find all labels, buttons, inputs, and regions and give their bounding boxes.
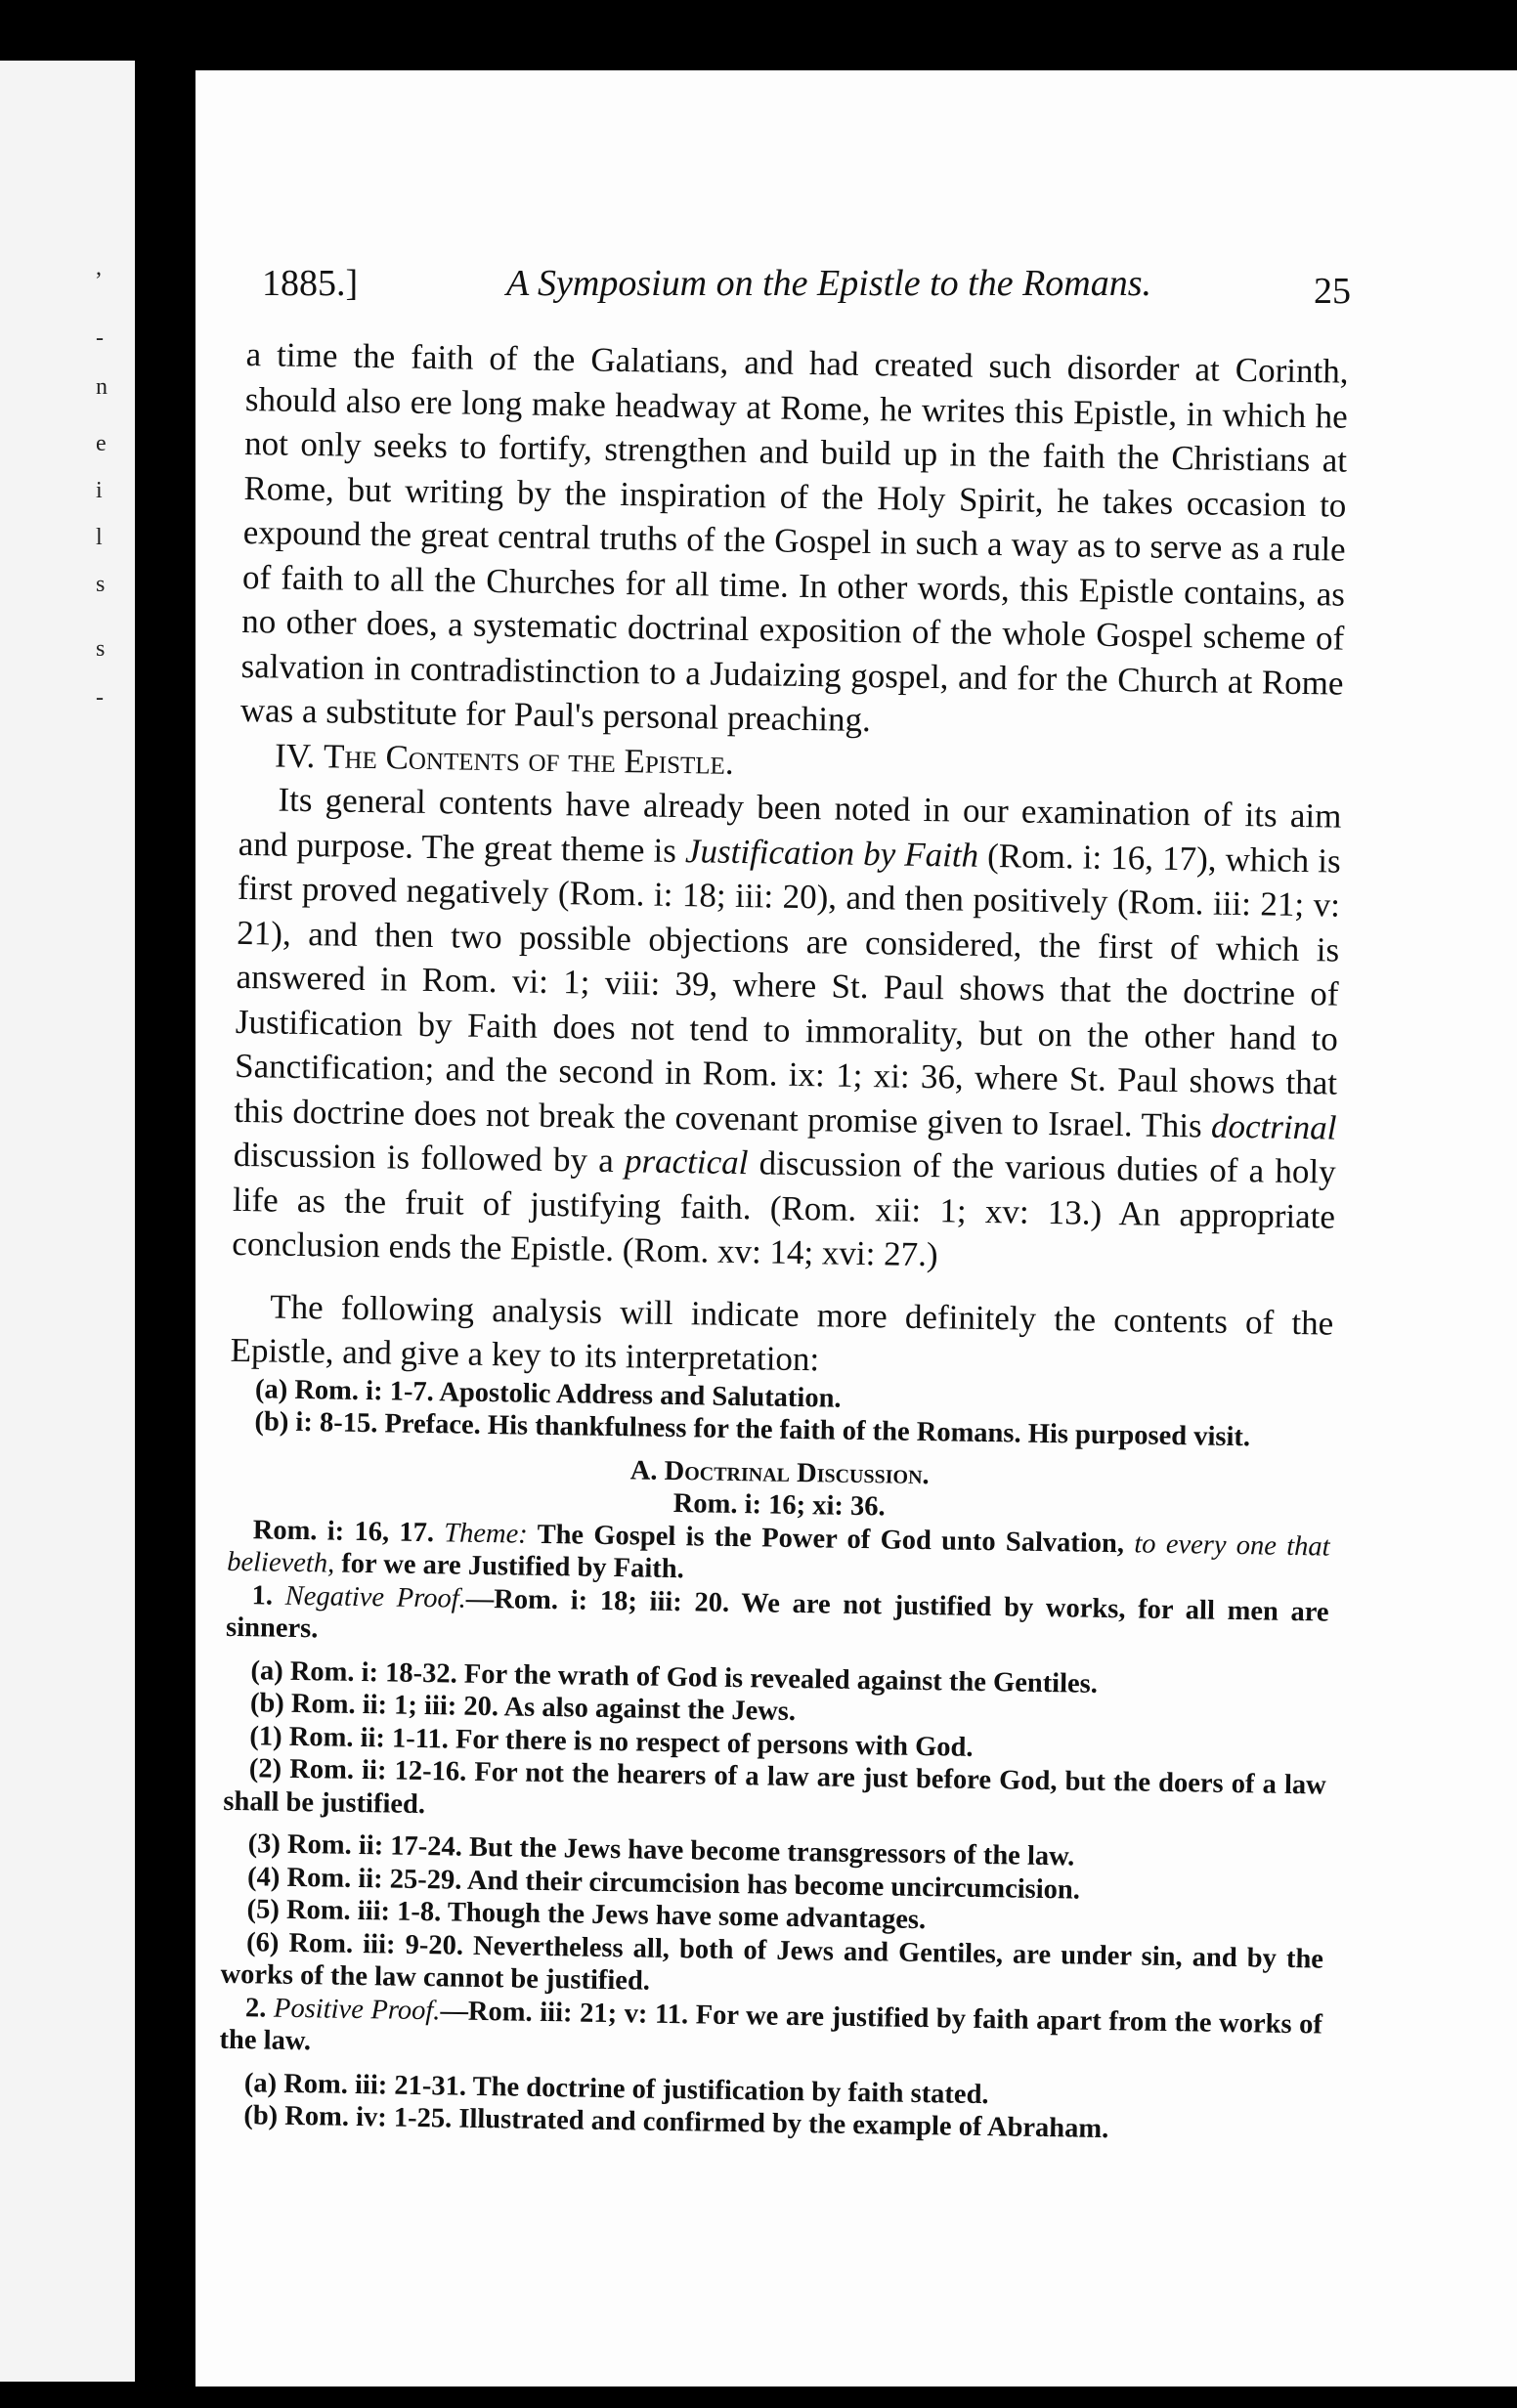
fringe-char: l (96, 525, 103, 550)
text-run: 2. (244, 1992, 275, 2024)
doctrinal-italic: doctrinal (1210, 1106, 1337, 1147)
intro-paragraph: a time the faith of the Galatians, and had created such disorder at Corinth, should also ere long make headway at Rome, he writes this Epistle, in which he not only seeks to fortify, strengthen and build up in the faith the Christians at Rome, but writing by the inspiration of the Holy Spirit, he takes occasion to expound the great central truths of the Gospel in such a way as to serve as a rule of faith to all the Churches for all time. In other words, this Epistle contains, as no other does, a systematic doctrinal exposition of the whole Gospel scheme of salvation in contradistinction to a Judaizing gospel, and for the Church at Rome was a substitute for Paul's personal preaching. (239, 334, 1349, 740)
text-run: The Gospel is the Power of God unto Salvation, (527, 1519, 1135, 1559)
fringe-char: , (96, 255, 102, 280)
analysis-item: (a) Rom. i: 1-7. Apostolic Address and Salutation. (254, 1373, 842, 1414)
analysis-intro: The following analysis will indicate more definitely the contents of the Epistle, and give a key to its interpretation: (230, 1287, 1334, 1379)
fringe-char: - (96, 685, 104, 710)
theme-label: Theme: (444, 1517, 529, 1550)
fringe-char: n (96, 374, 108, 400)
fringe-char: - (96, 325, 104, 351)
header-title: A Symposium on the Epistle to the Romans. (506, 263, 1152, 304)
pos-label: Positive Proof. (273, 1993, 441, 2026)
division-title: A. Doctrinal Discussion. (629, 1454, 930, 1490)
theme-italic-phrase: to every one that believeth, (226, 1527, 1330, 1579)
text-run: discussion is followed by a (233, 1135, 626, 1181)
book-page (195, 70, 1517, 2386)
fringe-char: e (96, 431, 107, 456)
contents-paragraph (232, 777, 1342, 1283)
text-run: (Rom. i: 16, 17), which is first proved negatively (Rom. i: 18; iii: 20), and then positively (Rom. iii: 21; v: 21), and then two possible objections are considered, the first of which is answered in Rom. vi: 1; viii: 39, where St. Paul shows that the doctrine of Justification by Faith does not tend to immorality, but on the other hand to Sanctification; and the second in Rom. ix: 1; xi: 36, where St. Paul shows that this doctrine does not break the covenant promise given to Israel. This (234, 836, 1341, 1145)
text-run: for we are Justified by Faith. (333, 1548, 684, 1585)
text-run: Rom. i: 16, 17. (252, 1514, 445, 1548)
division-ref: Rom. i: 16; xi: 36. (672, 1488, 886, 1523)
fringe-char: s (96, 636, 106, 662)
fringe-char: i (96, 478, 103, 503)
page-number: 25 (1314, 271, 1351, 312)
text-run: Its general contents have already been noted in our examination of its aim and purpose. The great theme is (238, 780, 1342, 870)
analysis-item: (b) Rom. iv: 1-25. Illustrated and confirmed by the example of Abraham. (243, 2100, 1109, 2145)
section-title: The Contents of the Epistle. (323, 736, 734, 782)
analysis-item: (6) Rom. iii: 9-20. Nevertheless all, both of Jews and Gentiles, are under sin, and by the works of the law cannot be justified. (220, 1926, 1324, 1997)
analysis-item: (a) Rom. iii: 21-31. The doctrine of justification by faith stated. (243, 2067, 989, 2110)
page-body (218, 332, 1349, 2149)
fringe-char: s (96, 572, 106, 597)
section-number: IV. (274, 736, 316, 775)
analysis-item: (b) Rom. ii: 1; iii: 20. As also against the Jews. (249, 1688, 797, 1728)
analysis-item: (2) Rom. ii: 12-16. For not the hearers of a law are just before God, but the doers of a law shall be justified. (223, 1753, 1327, 1820)
left-page-edge (0, 61, 135, 2382)
analysis-item: (3) Rom. ii: 17-24. But the Jews have become transgressors of the law. (247, 1828, 1075, 1872)
running-header (262, 262, 1351, 321)
analysis-item: (b) i: 8-15. Preface. His thankfulness for the faith of the Romans. His purposed visit. (254, 1406, 1251, 1453)
text-run: —Rom. i: 18; iii: 20. We are not justified by works, for all men are sinners. (225, 1583, 1329, 1645)
neg-label: Negative Proof. (284, 1580, 467, 1614)
practical-italic: practical (624, 1141, 749, 1182)
theme-italic: Justification by Faith (684, 831, 979, 875)
analysis-item: (4) Rom. ii: 25-29. And their circumcision has become uncircumcision. (246, 1861, 1081, 1906)
header-year: 1885.] (262, 263, 359, 304)
analysis-item: (5) Rom. iii: 1-8. Though the Jews have some advantages. (246, 1894, 927, 1936)
text-run: discussion of the various duties of a holy life as the fruit of justifying faith. (Rom. xii: 1; xv: 13.) An appropriate conclusion ends the Epistle. (Rom. xv: 14; xvi: 27.) (232, 1143, 1336, 1274)
text-run: 1. (251, 1579, 286, 1612)
text-run: —Rom. iii: 21; v: 11. For we are justified by faith apart from the works of the law. (219, 1995, 1323, 2057)
analysis-item: (a) Rom. i: 18-32. For the wrath of God is revealed against the Gentiles. (250, 1655, 1099, 1699)
analysis-item: (1) Rom. ii: 1-11. For there is no respect of persons with God. (249, 1720, 974, 1763)
